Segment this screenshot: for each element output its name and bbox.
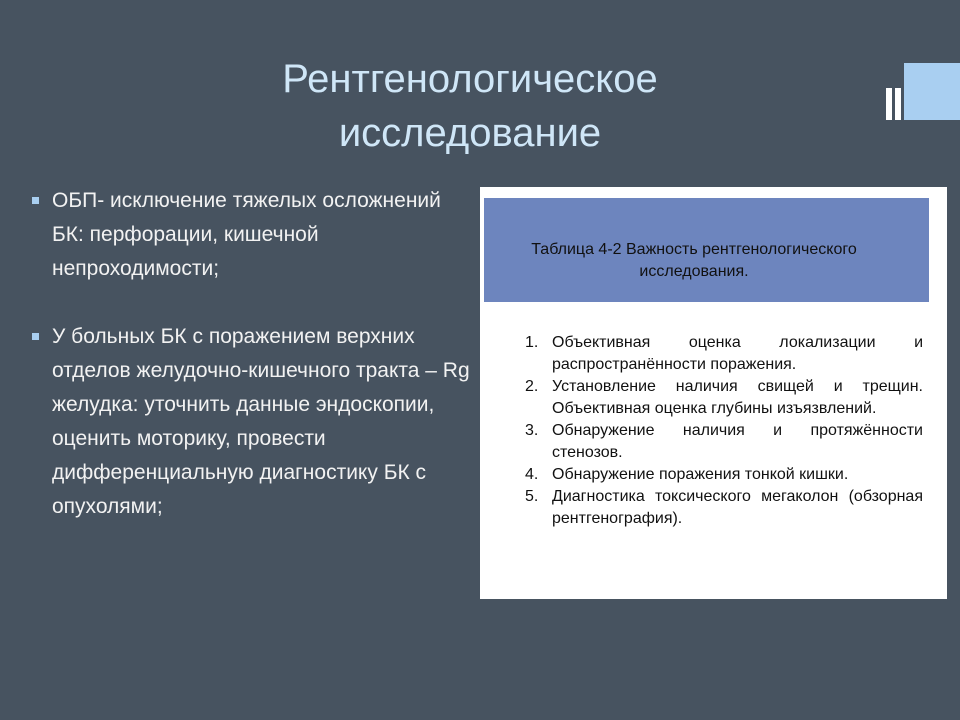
decorative-bar xyxy=(895,88,901,120)
bullet-icon xyxy=(32,333,39,340)
slide-title-line1: Рентгенологическое xyxy=(282,57,658,101)
table-item-number: 1. xyxy=(525,334,539,351)
bullet-item xyxy=(32,184,472,286)
table-item-text: Обнаружение поражения тонкой кишки. xyxy=(552,466,849,483)
bullet-list xyxy=(32,184,472,524)
table-item-text: Обнаружение наличия и протяжённости стенозов. xyxy=(552,422,923,461)
table-title-line2: исследования. xyxy=(639,263,749,280)
bullet-text: ОБП- исключение тяжелых осложнений БК: перфорации, кишечной непроходимости; xyxy=(52,189,441,280)
table-item xyxy=(525,376,923,420)
decorative-block xyxy=(904,63,960,120)
table-title xyxy=(484,239,904,283)
table-header xyxy=(484,198,929,302)
table-item-text: Диагностика токсического мегаколон (обзорная рентгенография). xyxy=(552,488,923,527)
table-items xyxy=(525,332,923,530)
bullet-text: У больных БК с поражением верхних отделов желудочно-кишечного тракта – Rg желудка: уточнить данные эндоскопии, оценить моторику, провести дифференциальную диагностику БК с опухолями; xyxy=(52,325,470,518)
table-item xyxy=(525,420,923,464)
table-item-number: 2. xyxy=(525,378,539,395)
table-item xyxy=(525,464,923,486)
table-item-text: Объективная оценка локализации и распространённости поражения. xyxy=(552,334,923,373)
table-item xyxy=(525,486,923,530)
decorative-bar xyxy=(886,88,892,120)
table-item-text: Установление наличия свищей и трещин. Объективная оценка глубины изъязвлений. xyxy=(552,378,923,417)
bullet-item xyxy=(32,320,472,524)
table-item-number: 3. xyxy=(525,422,539,439)
table-title-line1: Таблица 4-2 Важность рентгенологического xyxy=(531,241,857,258)
table-item-number: 5. xyxy=(525,488,539,505)
table-image xyxy=(480,187,947,599)
slide-title-line2: исследование xyxy=(338,111,602,155)
table-item-number: 4. xyxy=(525,466,539,483)
slide-title xyxy=(170,52,770,160)
bullet-icon xyxy=(32,197,39,204)
table-item xyxy=(525,332,923,376)
